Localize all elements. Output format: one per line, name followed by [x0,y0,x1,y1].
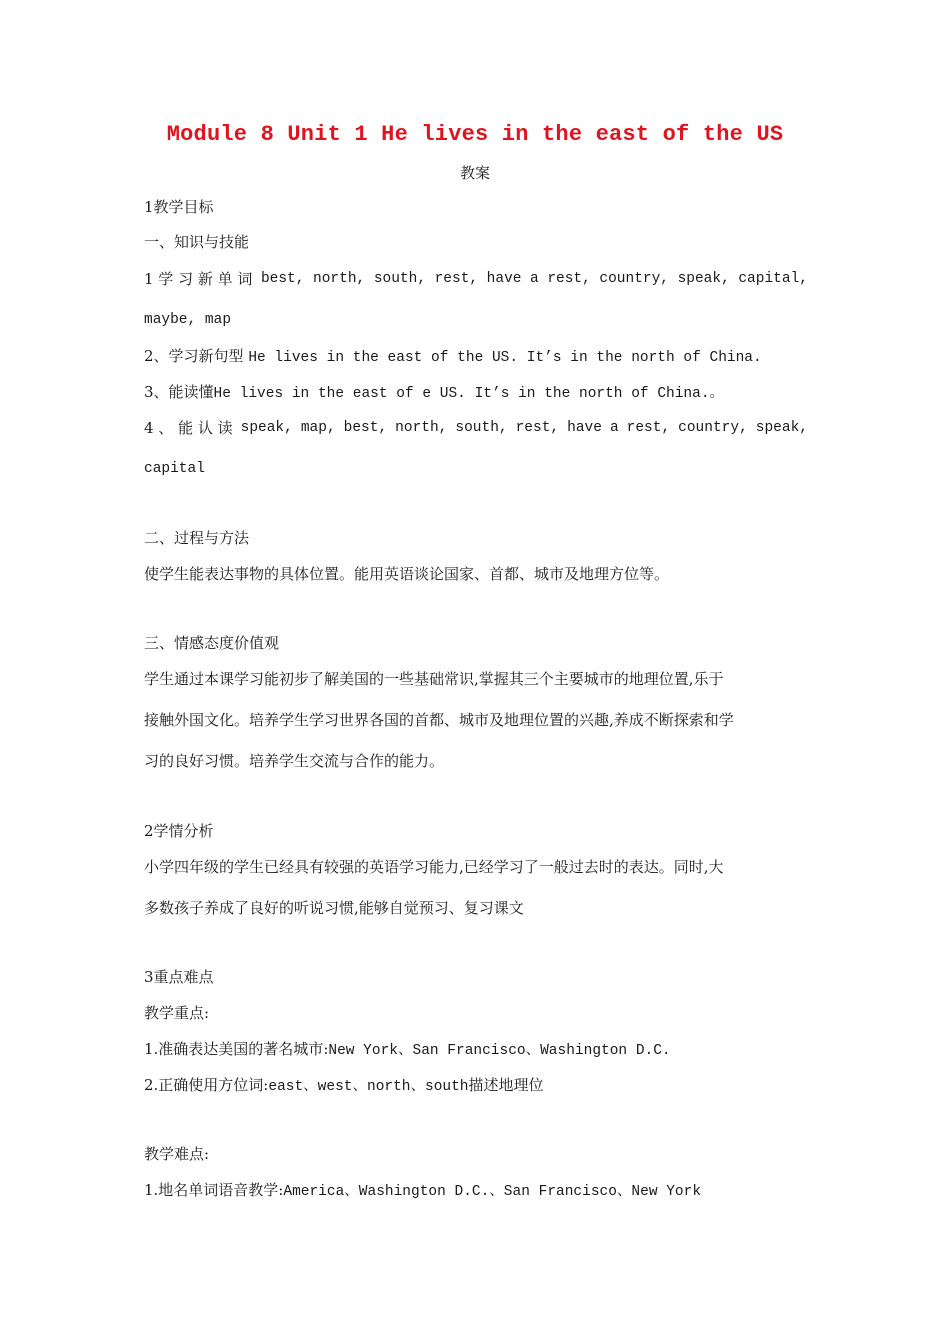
word: rest, [626,420,671,436]
word: rest, [515,420,560,436]
word: have [486,271,522,287]
item-prefix: 1 学 习 新 单 词 [144,270,253,288]
attitude-text-line-1: 学生通过本课学习能初步了解美国的一些基础常识,掌握其三个主要城市的地理位置,乐于 [144,670,724,688]
analysis-text-line-2: 多数孩子养成了良好的听说习惯,能够自觉预习、复习课文 [144,899,524,917]
word: a [530,271,539,287]
subsection-heading-process: 二、过程与方法 [144,529,250,547]
word: capital, [738,271,808,287]
item-prefix: 2、学习新句型 [144,347,244,365]
objective-item-4-continued: capital [144,461,205,477]
word: speak, [240,420,293,436]
word: best, [260,271,305,287]
difficulty-item-1 [144,1179,808,1203]
attitude-text-line-3: 习的良好习惯。培养学生交流与合作的能力。 [144,752,445,770]
subsection-heading-focus: 教学重点: [144,1004,210,1022]
word: south, [455,420,508,436]
objective-item-4 [144,417,808,439]
attitude-text-line-2: 接触外国文化。培养学生学习世界各国的首都、城市及地理位置的兴趣,养成不断探索和学 [144,711,734,729]
analysis-text-line-1: 小学四年级的学生已经具有较强的英语学习能力,已经学习了一般过去时的表达。同时,大 [144,858,724,876]
word: rest, [434,271,479,287]
word: speak, [677,271,730,287]
objective-item-3 [144,381,808,405]
item-text: America、Washington D.C.、San Francisco、New York [283,1184,702,1200]
objective-item-1-continued: maybe, map [144,312,232,328]
word: rest, [547,271,591,287]
item-prefix: 4 、 能 认 读 [144,419,233,437]
item-prefix: 1.地名单词语音教学: [144,1181,284,1199]
item-text: He lives in the east of e US. It’s in the north of China.。 [213,386,725,402]
process-text: 使学生能表达事物的具体位置。能用英语谈论国家、首都、城市及地理方位等。 [144,565,670,583]
word: north, [395,420,448,436]
section-heading-key-points: 3重点难点 [144,968,214,986]
objective-item-2 [144,345,808,369]
word: best, [343,420,388,436]
item-text: east、west、north、south [268,1079,469,1095]
focus-item-1 [144,1038,808,1062]
subsection-heading-attitude: 三、情感态度价值观 [144,634,280,652]
word: speak, [755,420,808,436]
word: north, [313,271,366,287]
word: a [609,420,619,436]
subsection-heading-knowledge: 一、知识与技能 [144,233,250,251]
word: country, [678,420,748,436]
objective-item-1 [144,268,808,290]
section-heading-analysis: 2学情分析 [144,822,214,840]
item-text: New York、San Francisco、Washington D.C. [328,1043,671,1059]
item-prefix: 2.正确使用方位词: [144,1076,269,1094]
section-heading-objectives: 1教学目标 [144,198,214,216]
subsection-heading-difficulty: 教学难点: [144,1145,210,1163]
word: country, [599,271,670,287]
word: have [567,420,602,436]
focus-item-2 [144,1074,808,1098]
item-text: He lives in the east of the US. It’s in the north of China. [248,350,762,366]
document-subtitle: 教案 [459,164,490,182]
item-prefix: 3、能读懂 [144,383,214,401]
word: south, [373,271,427,287]
document-title: Module 8 Unit 1 He lives in the east of the US [166,122,784,147]
word: map, [300,420,336,436]
item-prefix: 1.准确表达美国的著名城市: [144,1040,329,1058]
item-suffix: 描述地理位 [468,1076,544,1094]
